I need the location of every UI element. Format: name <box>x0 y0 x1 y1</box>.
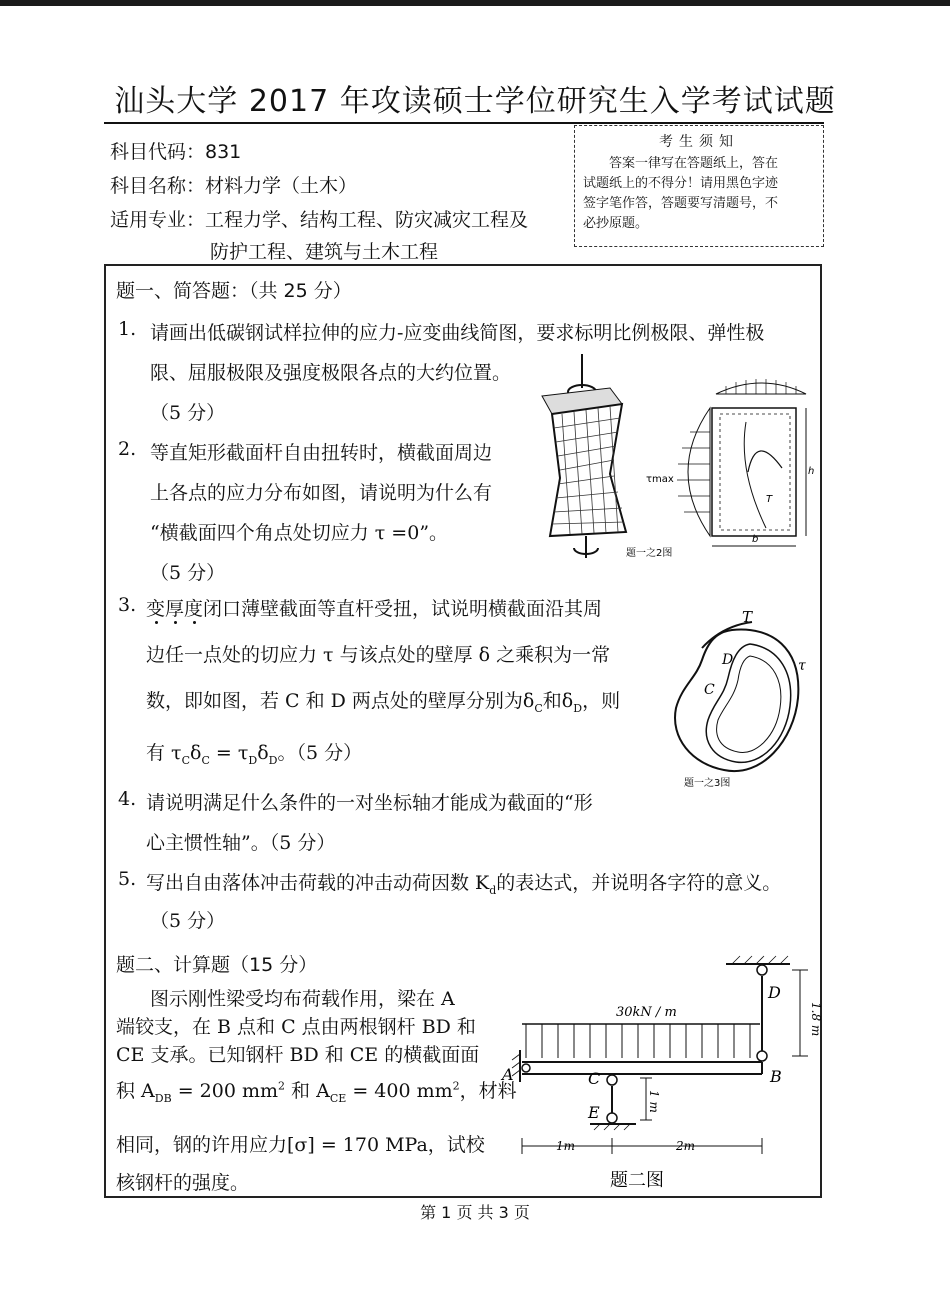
notice-line: 试题纸上的不得分！请用黑色字迹 <box>583 176 779 191</box>
q2-number: 2. <box>118 438 137 460</box>
emphasis-dot <box>174 621 177 624</box>
q6-text-cont: CE 支承。已知钢杆 BD 和 CE 的横截面面 <box>116 1044 480 1066</box>
q4-text-cont: 心主惯性轴”。（5 分） <box>146 832 336 854</box>
figure-caption: 题一之2图 <box>626 548 673 559</box>
candidate-notice <box>574 125 824 247</box>
notice-line: 答案一律写在答题纸上，答在 <box>609 156 779 171</box>
applicable-majors: 适用专业：工程力学、结构工程、防灾减灾工程及 <box>110 209 529 231</box>
torque-label: T <box>766 494 773 505</box>
dim-b-label: b <box>752 534 759 545</box>
q3-text-cont: 数，即如图，若 C 和 D 两点处的壁厚分别为$\delta_C$和$\delta_D$，则 <box>146 690 621 715</box>
q2-points: （5 分） <box>150 562 226 584</box>
applicable-majors-cont: 防护工程、建筑与土木工程 <box>210 241 439 263</box>
torque-label: T <box>742 608 753 626</box>
span1-label: 1m <box>556 1139 576 1153</box>
section2-heading: 题二、计算题（15 分） <box>116 954 318 976</box>
q4-number: 4. <box>118 788 137 810</box>
load-label: 30kN / m <box>616 1005 677 1020</box>
dim-h-label: h <box>808 466 815 477</box>
point-e-label: E <box>588 1103 600 1122</box>
emphasis-dot <box>155 621 158 624</box>
tau-label: τ <box>798 658 806 674</box>
q1-text-cont: 限、屈服极限及强度极限各点的大约位置。 <box>150 362 512 384</box>
q3-formula: 有 $\tau_C\delta_C = \tau_D\delta_D$。（5 分） <box>146 742 363 767</box>
q6-text-end: 核钢杆的强度。 <box>116 1172 250 1194</box>
q1-number: 1. <box>118 318 137 340</box>
subject-name: 科目名称：材料力学（土木） <box>110 175 358 197</box>
scan-top-edge <box>0 0 950 6</box>
notice-line: 签字笔作答，答题要写清题号，不 <box>583 196 779 211</box>
q6-text: 图示刚性梁受均布荷载作用，梁在 A <box>150 988 455 1010</box>
figure-caption: 题一之3图 <box>684 778 731 789</box>
q2-text: 等直矩形截面杆自由扭转时，横截面周边 <box>150 442 493 464</box>
q3-number: 3. <box>118 594 137 616</box>
exam-title: 汕头大学 2017 年攻读硕士学位研究生入学考试试题 <box>114 84 836 119</box>
q6-stress: 相同，钢的许用应力[σ] = 170 MPa，试校 <box>116 1134 485 1156</box>
notice-title: 考生须知 <box>659 134 739 150</box>
figure-rigid-beam <box>500 940 823 1191</box>
q6-text-cont: 端铰支，在 B 点和 C 点由两根钢杆 BD 和 <box>116 1016 476 1038</box>
q1-text: 请画出低碳钢试样拉伸的应力-应变曲线简图，要求标明比例极限、弹性极 <box>150 322 765 344</box>
figure-thin-walled-section <box>652 608 822 788</box>
title-underline <box>104 122 824 124</box>
q3-text-cont: 边任一点处的切应力 τ 与该点处的壁厚 δ 之乘积为一常 <box>146 644 611 666</box>
page-number: 第 1 页 共 3 页 <box>420 1203 530 1222</box>
q5-points: （5 分） <box>150 910 226 932</box>
q2-text-cont: “横截面四个角点处切应力 τ =0”。 <box>150 522 449 544</box>
notice-line: 必抄原题。 <box>583 216 649 231</box>
point-d-label: D <box>768 983 781 1002</box>
ce-length-label: 1 m <box>647 1090 661 1113</box>
q4-text: 请说明满足什么条件的一对坐标轴才能成为截面的“形 <box>146 792 593 814</box>
q2-text-cont: 上各点的应力分布如图，请说明为什么有 <box>150 482 493 504</box>
point-a-label: A <box>502 1065 514 1084</box>
subject-code: 科目代码：831 <box>110 141 242 163</box>
q3-text: 变厚度闭口薄壁截面等直杆受扭，试说明横截面沿其周 <box>146 598 603 620</box>
point-b-label: B <box>770 1067 782 1086</box>
section1-heading: 题一、简答题：（共 25 分） <box>116 280 352 302</box>
span2-label: 2m <box>676 1139 696 1153</box>
q1-points: （5 分） <box>150 402 226 424</box>
tau-max-label: τmax <box>646 474 674 485</box>
bd-length-label: 1.8 m <box>809 1002 823 1037</box>
q5-text: 写出自由落体冲击荷载的冲击动荷因数 $K_d$的表达式，并说明各字符的意义。 <box>146 872 782 897</box>
point-c-label: C <box>588 1069 601 1088</box>
q5-number: 5. <box>118 868 137 890</box>
figure-caption: 题二图 <box>610 1170 664 1191</box>
point-c-label: C <box>704 682 715 698</box>
emphasis-dot <box>193 621 196 624</box>
figure-torsion-rectangular <box>530 352 820 562</box>
q6-areas: 积 $A_{DB} = 200$ $mm^2$ 和 $A_{CE} = 400$ $mm^2$，材料 <box>116 1079 517 1105</box>
point-d-label: D <box>722 652 734 668</box>
